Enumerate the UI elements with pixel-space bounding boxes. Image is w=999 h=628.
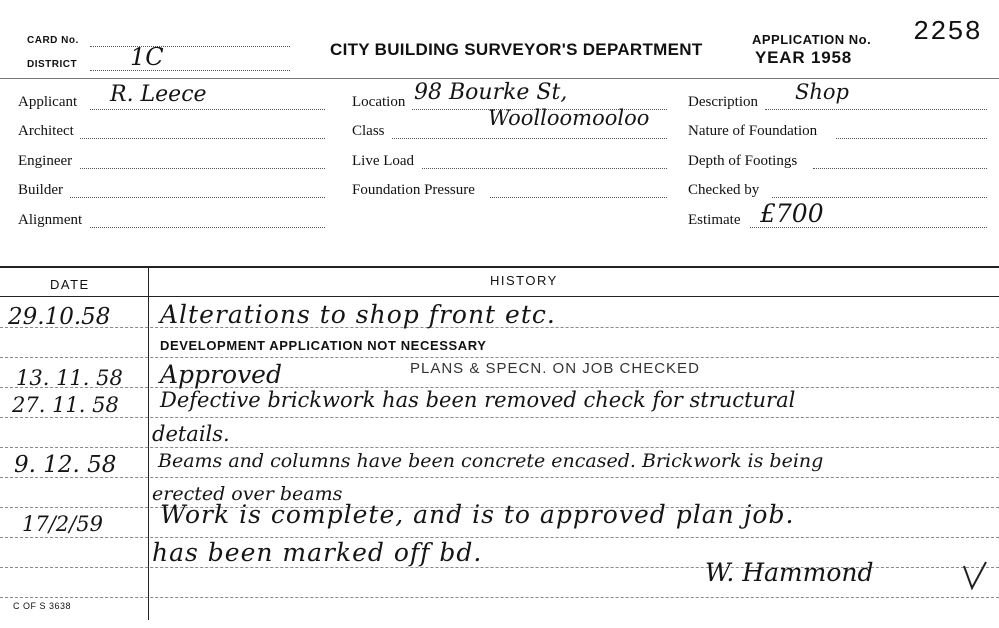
district-line: [90, 70, 290, 71]
entry-text: Approved: [160, 360, 282, 389]
applicant-line: [90, 109, 325, 110]
history-header-rule: [0, 296, 999, 297]
card-no-line: [90, 46, 290, 47]
entry-date: 29.10.58: [8, 304, 111, 330]
entry-date: 13. 11. 58: [16, 366, 123, 390]
district-label: DISTRICT: [27, 59, 78, 70]
alignment-label: Alignment: [18, 212, 83, 228]
architect-line: [80, 138, 325, 139]
location-value-2: Woolloomooloo: [488, 106, 650, 130]
alignment-line: [90, 227, 325, 228]
application-no-label: APPLICATION No.: [752, 32, 872, 47]
ruled-line: [0, 477, 999, 478]
entry-text: erected over beams: [152, 483, 343, 505]
entry-text: has been marked off bd.: [152, 538, 483, 567]
header-rule: [0, 78, 999, 79]
depth-of-footings-line: [813, 168, 987, 169]
district-value: 1C: [130, 43, 164, 71]
year-label: YEAR 1958: [755, 48, 852, 67]
entry-date: 17/2/59: [22, 512, 103, 536]
history-column-header: HISTORY: [490, 273, 558, 288]
entry-date: 27. 11. 58: [12, 393, 119, 417]
class-label: Class: [352, 123, 385, 139]
location-label: Location: [352, 94, 406, 110]
estimate-value: £700: [760, 199, 824, 228]
ruled-line: [0, 447, 999, 448]
nature-of-foundation-label: Nature of Foundation: [688, 123, 818, 139]
applicant-label: Applicant: [18, 94, 78, 110]
foundation-pressure-label: Foundation Pressure: [352, 182, 475, 198]
entry-date: 9. 12. 58: [14, 452, 117, 478]
history-top-rule: [0, 266, 999, 268]
form-code: C OF S 3638: [13, 601, 72, 611]
entry-text: Beams and columns have been concrete encased. Brickwork is being: [158, 450, 824, 472]
class-line: [392, 138, 667, 139]
entry-text: details.: [152, 422, 230, 446]
engineer-label: Engineer: [18, 153, 73, 169]
checked-by-line: [772, 197, 987, 198]
location-value: 98 Bourke St,: [414, 80, 568, 105]
description-value: Shop: [795, 80, 849, 104]
ruled-line: [0, 357, 999, 358]
engineer-line: [80, 168, 325, 169]
foundation-pressure-line: [490, 197, 667, 198]
ruled-line: [0, 597, 999, 598]
card-no-label: CARD No.: [27, 35, 79, 46]
tick-mark-icon: [960, 560, 990, 596]
depth-of-footings-label: Depth of Footings: [688, 153, 798, 169]
architect-label: Architect: [18, 123, 74, 139]
development-stamp: DEVELOPMENT APPLICATION NOT NECESSARY: [160, 338, 487, 353]
signature: W. Hammond: [705, 558, 874, 587]
ruled-line: [0, 417, 999, 418]
description-line: [765, 109, 987, 110]
entry-text: Alterations to shop front etc.: [160, 300, 556, 329]
plans-checked-stamp: PLANS & SPECN. ON JOB CHECKED: [410, 360, 700, 377]
builder-line: [70, 197, 325, 198]
live-load-label: Live Load: [352, 153, 415, 169]
department-title: CITY BUILDING SURVEYOR'S DEPARTMENT: [330, 40, 703, 59]
checked-by-label: Checked by: [688, 182, 760, 198]
estimate-label: Estimate: [688, 212, 741, 228]
builder-label: Builder: [18, 182, 63, 198]
ruled-line: [0, 537, 999, 538]
date-column-header: DATE: [50, 277, 90, 292]
entry-text: Defective brickwork has been removed check for structural: [160, 388, 796, 412]
live-load-line: [422, 168, 667, 169]
nature-of-foundation-line: [836, 138, 987, 139]
applicant-value: R. Leece: [110, 82, 207, 107]
entry-text: Work is complete, and is to approved plan job.: [160, 500, 795, 529]
application-no-value: 2258: [913, 18, 982, 48]
description-label: Description: [688, 94, 758, 110]
